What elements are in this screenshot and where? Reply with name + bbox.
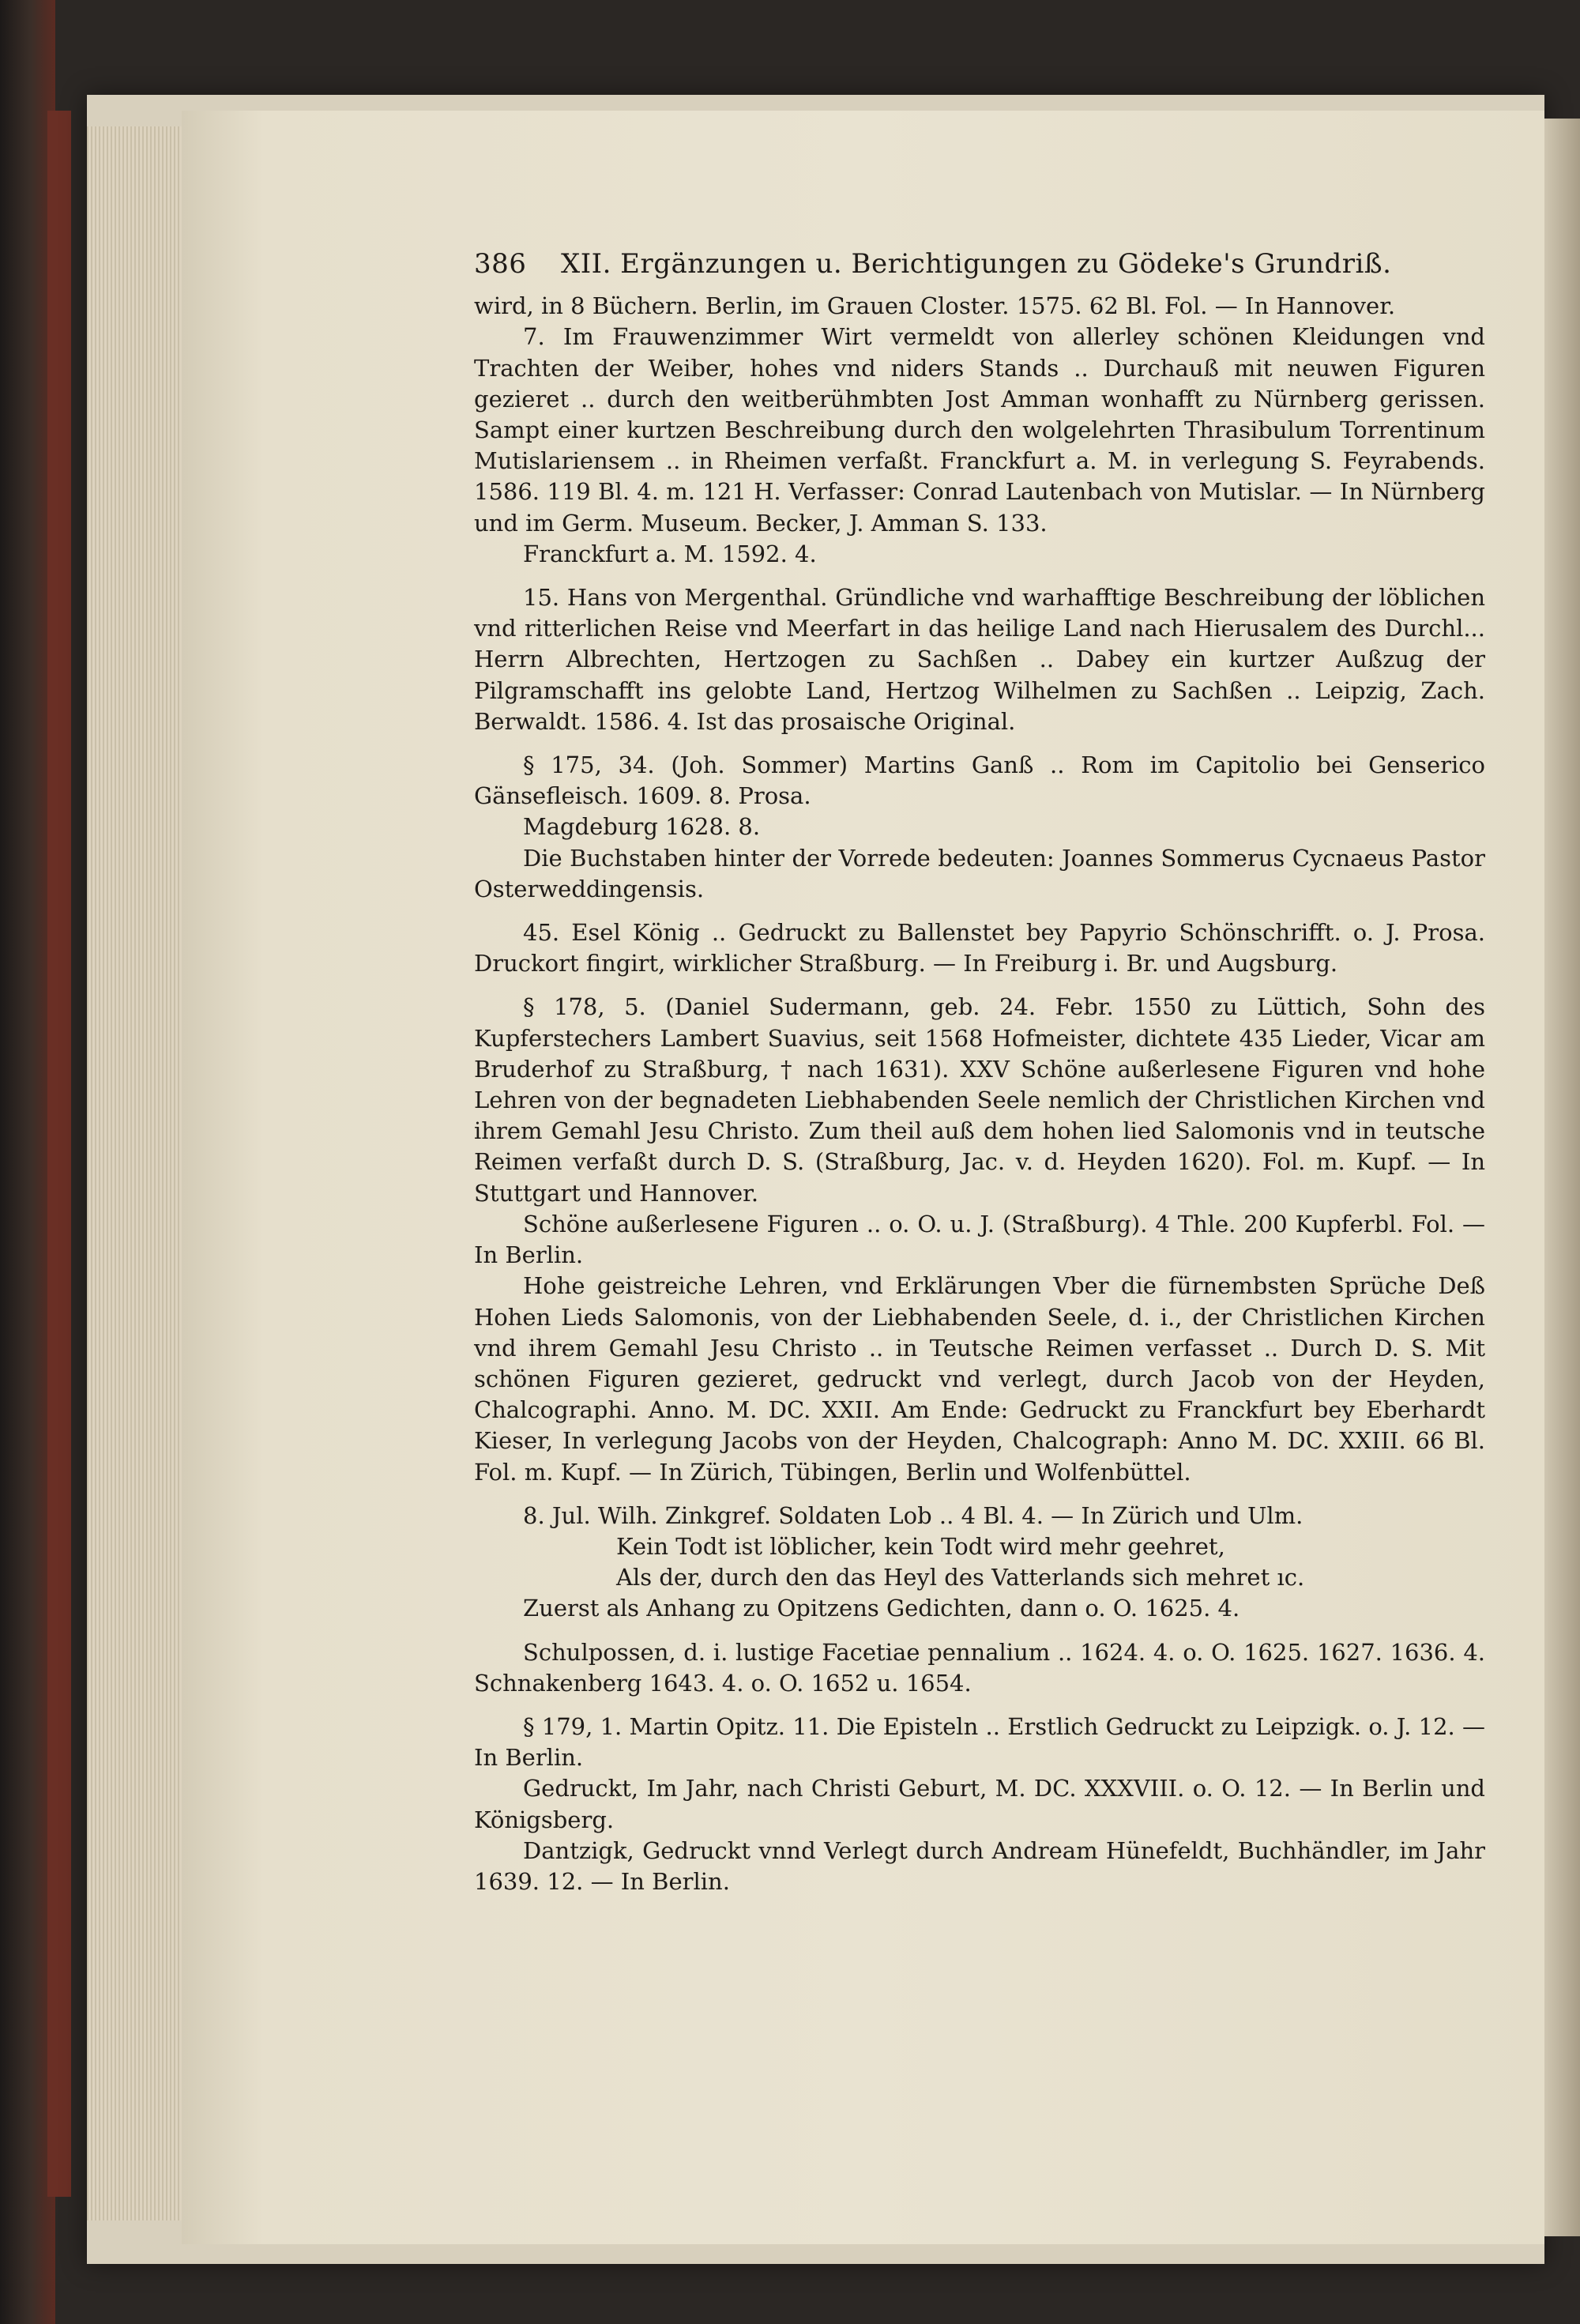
paragraph: Hohe geistreiche Lehren, vnd Erklärungen Vber die fürnembsten Sprüche Deß Hohen Lieds Salomonis, von der Liebhabenden Seele, d. i., der Christlichen Kirchen vnd ihrem Gemahl Jesu Christo .. in Teutsche Reimen verfasset .. Durch D. S. Mit schönen Figuren gezieret, gedruckt vnd verlegt, durch Jacob von der Heyden, Chalcographi. Anno. M. DC. XXII. Am Ende: Gedruckt zu Franckfurt bey Eberhardt Kieser, In verlegung Jacobs von der Heyden, Chalcograph: Anno M. DC. XXIII. 66 Bl. Fol. m. Kupf. — In Zürich, Tübingen, Berlin und Wolfenbüttel. <box>474 1272 1485 1486</box>
page-stack-edges <box>87 126 182 2220</box>
page-content <box>474 249 1485 1897</box>
verse-line: Kein Todt ist löblicher, kein Todt wird mehr geehret, <box>616 1532 1225 1560</box>
paragraph: Schöne außerlesene Figuren .. o. O. u. J. (Straßburg). 4 Thle. 200 Kupferbl. Fol. — In Berlin. <box>474 1210 1485 1269</box>
page-number: 386 <box>474 248 527 280</box>
paragraph: Zuerst als Anhang zu Opitzens Gedichten, dann o. O. 1625. 4. <box>523 1595 1240 1622</box>
running-header <box>474 249 1485 280</box>
paragraph: Dantzigk, Gedruckt vnnd Verlegt durch Andream Hünefeldt, Buchhändler, im Jahr 1639. 12. — In Berlin. <box>474 1836 1485 1895</box>
paragraphs-block <box>474 291 1485 1531</box>
verse-line: Als der, durch den das Heyl des Vatterlands sich mehret ıc. <box>616 1564 1305 1591</box>
paragraph: § 175, 34. (Joh. Sommer) Martins Ganß .. Rom im Capitolio bei Genserico Gänsefleisch. 1609. 8. Prosa. <box>474 751 1485 810</box>
paragraph: wird, in 8 Büchern. Berlin, im Grauen Closter. 1575. 62 Bl. Fol. — In Hannover. <box>474 292 1396 320</box>
cover-edge <box>47 111 71 2197</box>
paragraph: 15. Hans von Mergenthal. Gründliche vnd warhafftige Beschreibung der löblichen vnd ritterlichen Reise vnd Meerfart in das heilige Land nach Hierusalem des Durchl... Herrn Albrechten, Hertzogen zu Sachßen .. Dabey ein kurtzer Außzug der Pilgramschafft ins gelobte Land, Hertzog Wilhelmen zu Sachßen .. Leipzig, Zach. Berwaldt. 1586. 4. Ist das prosaische Original. <box>474 584 1485 735</box>
paragraph: § 178, 5. (Daniel Sudermann, geb. 24. Febr. 1550 zu Lüttich, Sohn des Kupferstechers Lambert Suavius, seit 1568 Hofmeister, dichtete 435 Lieder, Vicar am Bruderhof zu Straßburg, † nach 1631). XXV Schöne außerlesene Figuren vnd hohe Lehren von der begnadeten Liebhabenden Seele nemlich der Christlichen Kirchen vnd ihrem Gemahl Jesu Christo. Zum theil auß dem hohen lied Salomonis vnd in teutsche Reimen verfaßt durch D. S. (Straßburg, Jac. v. d. Heyden 1620). Fol. m. Kupf. — In Stuttgart und Hannover. <box>474 993 1485 1207</box>
paragraph: 8. Jul. Wilh. Zinkgref. Soldaten Lob .. 4 Bl. 4. — In Zürich und Ulm. <box>523 1501 1304 1529</box>
paragraph: Franckfurt a. M. 1592. 4. <box>523 540 817 567</box>
paragraph: § 179, 1. Martin Opitz. 11. Die Episteln .. Erstlich Gedruckt zu Leipzigk. o. J. 12. — In Berlin. <box>474 1712 1485 1772</box>
paragraph: Schulpossen, d. i. lustige Facetiae pennalium .. 1624. 4. o. O. 1625. 1627. 1636. 4. Schnakenberg 1643. 4. o. O. 1652 u. 1654. <box>474 1638 1485 1697</box>
running-title: XII. Ergänzungen u. Berichtigungen zu Gödeke's Grundriß. <box>561 248 1392 280</box>
paragraphs-block-after <box>474 1593 1485 1897</box>
verse-block <box>474 1531 1485 1593</box>
paragraph: Magdeburg 1628. 8. <box>523 813 761 841</box>
facing-page-edge <box>1544 119 1580 2236</box>
paragraph: 45. Esel König .. Gedruckt zu Ballenstet bey Papyrio Schönschrifft. o. J. Prosa. Druckort fingirt, wirklicher Straßburg. — In Freiburg i. Br. und Augsburg. <box>474 919 1485 977</box>
paragraph: Gedruckt, Im Jahr, nach Christi Geburt, M. DC. XXXVIII. o. O. 12. — In Berlin und Königsberg. <box>474 1775 1485 1833</box>
paragraph: 7. Im Frauwenzimmer Wirt vermeldt von allerley schönen Kleidungen vnd Trachten der Weiber, hohes vnd niders Stands .. Durchauß mit neuwen Figuren gezieret .. durch den weitberühmbten Jost Amman wonhafft zu Nürnberg gerissen. Sampt einer kurtzen Beschreibung durch den wolgelehrten Thrasibulum Torrentinum Mutislariensem .. in Rheimen verfaßt. Franckfurt a. M. in verlegung S. Feyrabends. 1586. 119 Bl. 4. m. 121 H. Verfasser: Conrad Lautenbach von Mutislar. — In Nürnberg und im Germ. Museum. Becker, J. Amman S. 133. <box>474 323 1485 537</box>
paragraph: Die Buchstaben hinter der Vorrede bedeuten: Joannes Sommerus Cycnaeus Pastor Osterweddingensis. <box>474 844 1485 902</box>
